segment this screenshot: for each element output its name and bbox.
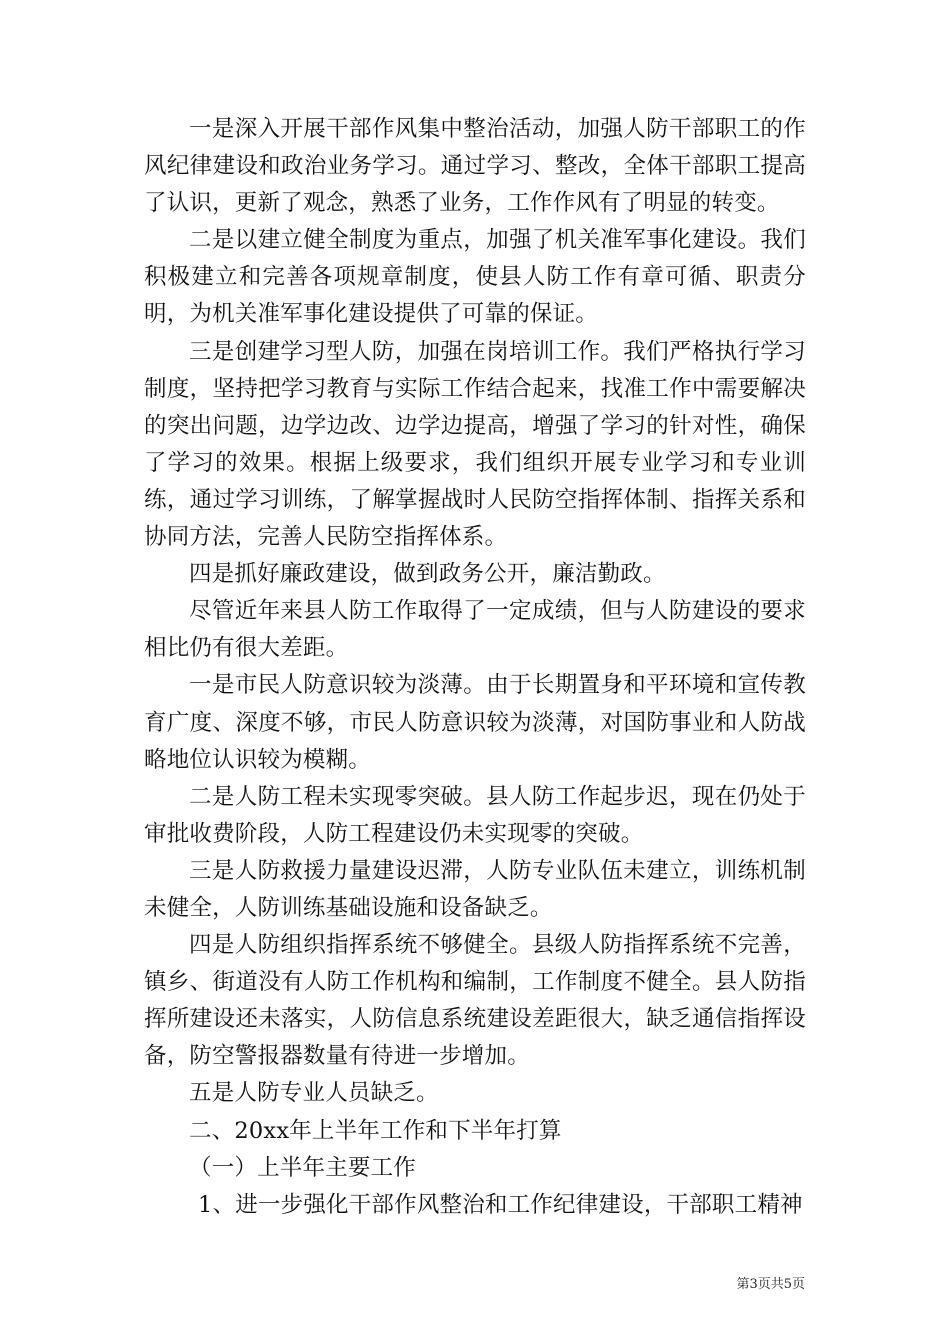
paragraph-item-1: 1、进一步强化干部作风整治和工作纪律建设，干部职工精神 xyxy=(198,1191,803,1218)
paragraph-cadre-style: 一是深入开展干部作风集中整治活动，加强人防干部职工的作风纪律建设和政治业务学习。通过学习、整改，全体干部职工提高了认识，更新了观念，熟悉了业务，工作作风有了明显的转变。 xyxy=(144,116,806,217)
paragraph-engineering: 二是人防工程未实现零突破。县人防工作起步迟，现在仍处于审批收费阶段，人防工程建设仍未实现零的突破。 xyxy=(144,783,806,847)
paragraph-system-building: 二是以建立健全制度为重点，加强了机关准军事化建设。我们积极建立和完善各项规章制度，使县人防工作有章可循、职责分明，为机关准军事化建设提供了可靠的保证。 xyxy=(144,227,806,328)
paragraph-rescue-force: 三是人防救援力量建设迟滞，人防专业队伍未建立，训练机制未健全，人防训练基础设施和设备缺乏。 xyxy=(144,857,806,921)
document-body xyxy=(144,111,806,1224)
paragraph-command-system: 四是人防组织指挥系统不够健全。县级人防指挥系统不完善，镇乡、街道没有人防工作机构和编制，工作制度不健全。县人防指挥所建设还未落实，人防信息系统建设差距很大，缺乏通信指挥设备，防空警报器数量有待进一步增加。 xyxy=(144,932,806,1070)
paragraph-clean-government: 四是抓好廉政建设，做到政务公开，廉洁勤政。 xyxy=(189,561,666,588)
section-heading: 二、20xx年上半年工作和下半年打算 xyxy=(189,1117,562,1144)
paragraph-gap-summary: 尽管近年来县人防工作取得了一定成绩，但与人防建设的要求相比仍有很大差距。 xyxy=(144,598,806,662)
paragraph-learning-civil-defense: 三是创建学习型人防，加强在岗培训工作。我们严格执行学习制度，坚持把学习教育与实际工作结合起来，找准工作中需要解决的突出问题，边学边改、边学边提高，增强了学习的针对性，确保了学习的效果。根据上级要求，我们组织开展专业学习和专业训练，通过学习训练，了解掌握战时人民防空指挥体制、指挥关系和协同方法，完善人民防空指挥体系。 xyxy=(144,338,806,551)
paragraph-awareness: 一是市民人防意识较为淡薄。由于长期置身和平环境和宣传教育广度、深度不够，市民人防意识较为淡薄，对国防事业和人防战略地位认识较为模糊。 xyxy=(144,672,806,773)
page-number: 第3页共5页 xyxy=(736,1277,805,1292)
subsection-heading: （一）上半年主要工作 xyxy=(189,1154,417,1181)
paragraph-personnel: 五是人防专业人员缺乏。 xyxy=(189,1080,439,1107)
